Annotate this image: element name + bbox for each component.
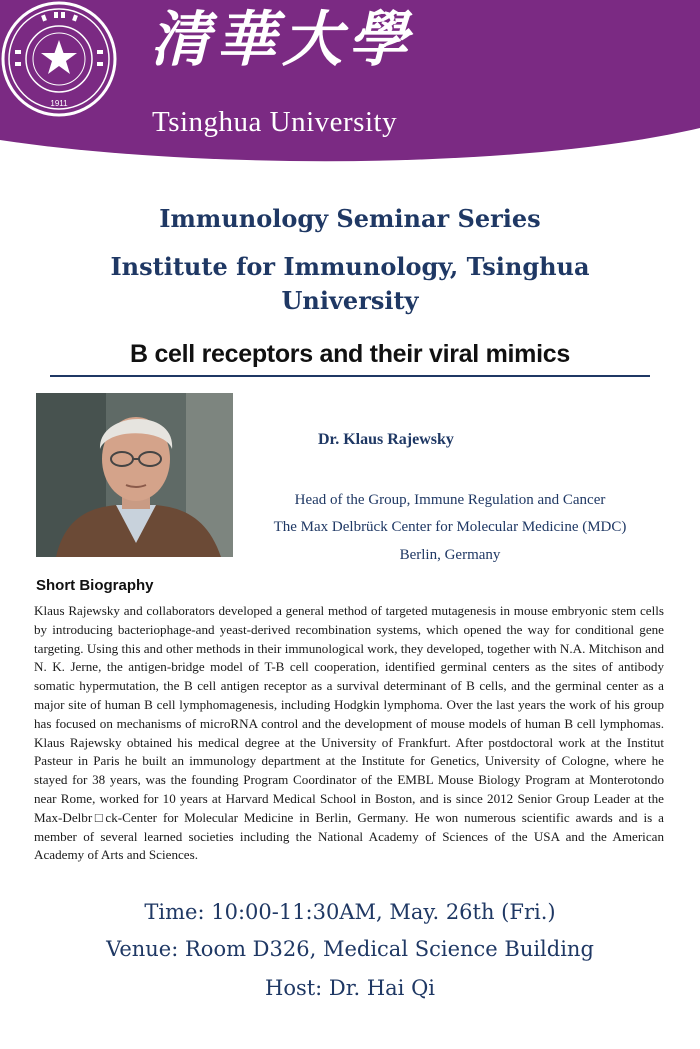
institute-name: Institute for Immunology, Tsinghua University bbox=[110, 252, 590, 315]
seal-year: 1911 bbox=[50, 99, 68, 108]
university-seal-icon bbox=[0, 0, 118, 118]
speaker-affiliation-institute: The Max Delbrück Center for Molecular Medicine (MDC) bbox=[273, 519, 627, 535]
speaker-affiliation-location: Berlin, Germany bbox=[399, 547, 501, 563]
university-chinese-name: 清華大學 bbox=[150, 5, 414, 75]
bio-heading: Short Biography bbox=[36, 577, 154, 594]
talk-title: B cell receptors and their viral mimics bbox=[130, 340, 570, 368]
university-english-name: Tsinghua University bbox=[152, 106, 398, 138]
title-divider bbox=[50, 375, 650, 377]
header-banner bbox=[0, 0, 700, 170]
bio-text: Klaus Rajewsky and collaborators developed a general method of targeted mutagenesis in mouse embryonic stem cells by introducing bacteriophage-and yeast-derived recombination systems, which opened the way for conditional gene targeting. Using this and other methods in their immunological work, they developed, together with N.A. Mitchison and N. K. Jerne, the antigen-bridge model of T-B cell cooperation, identified germinal centers as the sites of antibody somatic hypermutation, the B cell antigen receptor as a survival determinant of B cells, and the germinal center as a major site of human B cell lymphomagenesis, including Hodgkin lymphoma. Over the last years the work of his group has focused on mechanisms of microRNA control and the development of mouse models of human B cell lymphomas. Klaus Rajewsky obtained his medical degree at the University of Frankfurt. After postdoctoral work at the Institut Pasteur in Paris he built an immunology department at the Institute for Genetics, University of Cologne, where he stayed for 38 years, was the founding Program Coordinator of the EMBL Mouse Biology Program at Monterotondo near Rome, worked for 10 years at Harvard Medical School in Boston, and is since 2012 Senior Group Leader at the Max-Delbr□ck-Center for Molecular Medicine in Berlin, Germany. He won numerous scientific awards and is a member of several learned societies including the National Academy of Sciences of the USA and the American Academy of Arts and Sciences. bbox=[34, 603, 664, 863]
speaker-name: Dr. Klaus Rajewsky bbox=[318, 431, 454, 448]
event-host: Host: Dr. Hai Qi bbox=[265, 976, 435, 1000]
speaker-photo bbox=[36, 393, 233, 557]
event-venue: Venue: Room D326, Medical Science Building bbox=[106, 937, 594, 961]
seminar-series-title: Immunology Seminar Series bbox=[159, 204, 541, 233]
event-time: Time: 10:00-11:30AM, May. 26th (Fri.) bbox=[144, 900, 556, 924]
speaker-affiliation-group: Head of the Group, Immune Regulation and Cancer bbox=[294, 492, 606, 508]
